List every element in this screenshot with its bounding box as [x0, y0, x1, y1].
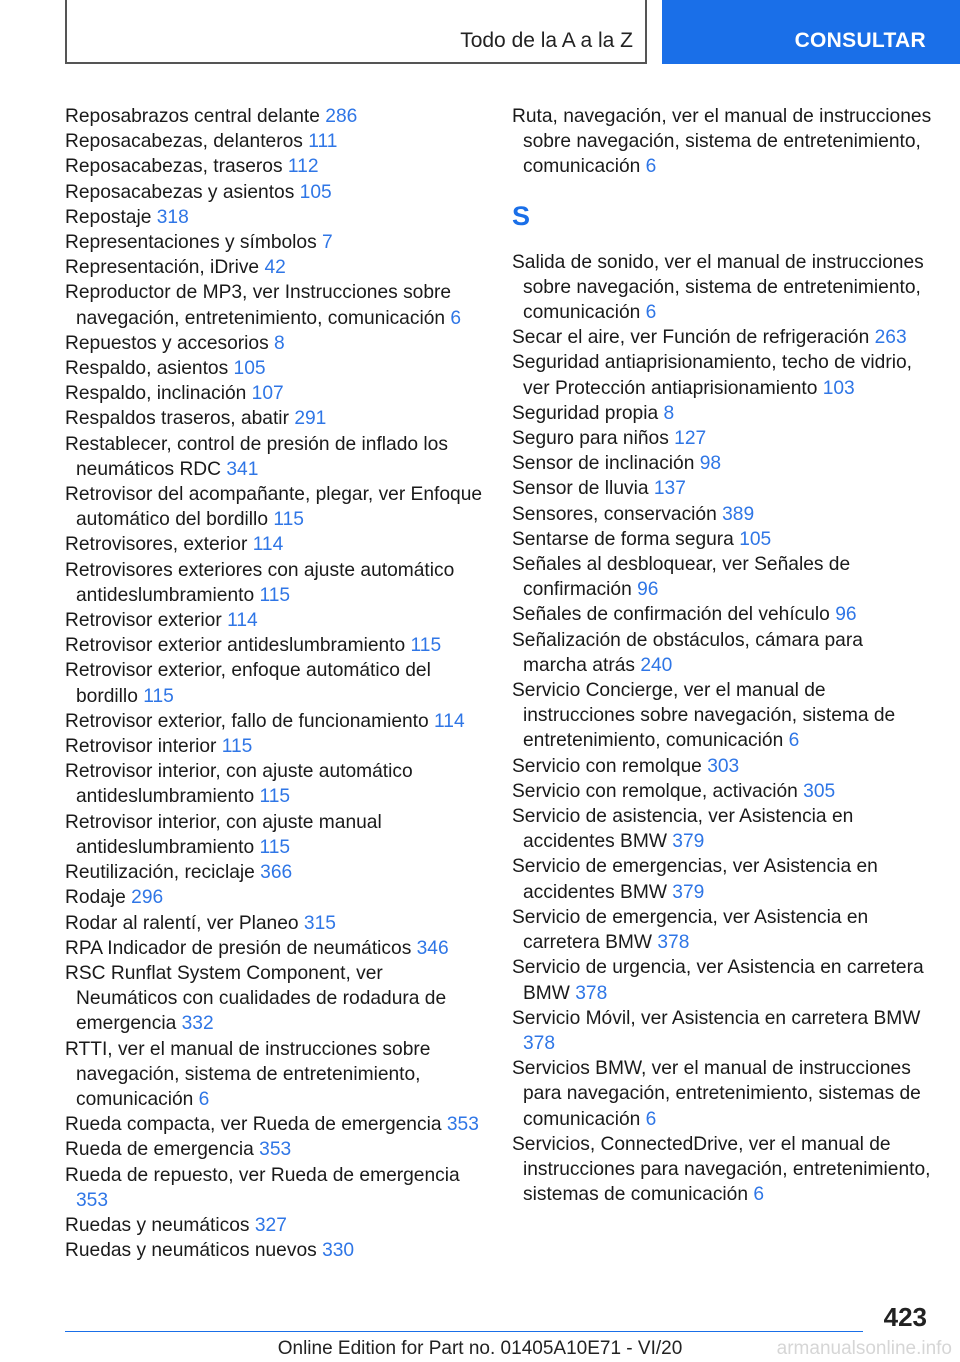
page-number: 423 — [883, 1302, 927, 1332]
index-entry-text: Salida de sonido, ver el manual de instrucciones sobre navegación, sistema de entretenimiento, comunicación — [512, 251, 924, 324]
index-entry — [65, 1037, 485, 1113]
index-entry-text: Secar el aire, ver Función de refrigeración — [512, 327, 870, 349]
index-entry-page-link[interactable]: 378 — [575, 982, 608, 1004]
index-entry-page-link[interactable]: 114 — [434, 710, 465, 732]
index-entry-text: Retrovisores exteriores con ajuste automático antideslumbramiento — [65, 559, 455, 606]
index-entry — [65, 1112, 485, 1137]
index-entry — [512, 1006, 932, 1056]
index-entry-text: Sentarse de forma segura — [512, 528, 734, 550]
index-entry — [512, 779, 932, 804]
index-entry-page-link[interactable]: 111 — [308, 131, 338, 153]
index-entry-page-link[interactable]: 303 — [707, 755, 740, 777]
index-entry-text: Reposacabezas, delanteros — [65, 131, 303, 153]
index-entry-page-link[interactable]: 6 — [198, 1088, 210, 1110]
index-entry-page-link[interactable]: 98 — [699, 453, 722, 475]
index-entry-page-link[interactable]: 378 — [657, 932, 690, 954]
index-entry-text: Respaldo, inclinación — [65, 383, 247, 405]
index-entry-text: Representación, iDrive — [65, 257, 260, 279]
index-entry-page-link[interactable]: 8 — [663, 402, 675, 424]
index-entry-text: Rueda de emergencia — [65, 1139, 254, 1161]
index-entry — [512, 401, 932, 426]
index-entry — [65, 482, 485, 532]
index-column-right — [512, 104, 932, 1207]
index-entry — [65, 432, 485, 482]
index-entry — [65, 1238, 485, 1263]
index-entry-text: Reutilización, reciclaje — [65, 862, 255, 884]
index-entry — [65, 104, 485, 129]
index-entry — [512, 905, 932, 955]
index-entry — [512, 804, 932, 854]
index-entry — [65, 911, 485, 936]
index-entry-text: Servicio de asistencia, ver Asistencia en accidentes BMW — [512, 806, 854, 853]
index-entry-page-link[interactable]: 114 — [227, 610, 258, 632]
index-entry — [65, 734, 485, 759]
index-entry-page-link[interactable]: 115 — [410, 635, 442, 657]
index-entry-page-link[interactable]: 112 — [287, 156, 319, 178]
index-entry — [512, 527, 932, 552]
index-entry-text: Rueda compacta, ver Rueda de emergencia — [65, 1114, 442, 1136]
index-entry-text: Servicio con remolque — [512, 755, 702, 777]
index-entry-page-link[interactable]: 7 — [322, 232, 333, 254]
index-entry — [65, 205, 485, 230]
consult-tab-label: CONSULTAR — [794, 29, 926, 52]
index-entry-text: Seguridad antiaprisionamiento, techo de vidrio, ver Protección antiaprisionamiento — [512, 352, 912, 399]
index-entry-page-link[interactable]: 6 — [645, 1108, 657, 1130]
index-entry-text: Repuestos y accesorios — [65, 332, 269, 354]
section-letter: S — [512, 200, 531, 231]
index-entry-text: Servicio de emergencias, ver Asistencia en accidentes BMW — [512, 856, 878, 903]
watermark: armanualsonline.info — [776, 1338, 952, 1359]
index-entry-text: Servicio Móvil, ver Asistencia en carretera BMW — [512, 1007, 921, 1029]
index-entry-page-link[interactable]: 105 — [299, 181, 332, 203]
footer-divider — [65, 1331, 863, 1332]
index-entry — [512, 1056, 932, 1132]
index-entry — [65, 658, 485, 708]
index-entry-text: Rueda de repuesto, ver Rueda de emergencia — [65, 1164, 460, 1186]
consult-tab[interactable] — [662, 0, 960, 64]
index-entry-page-link[interactable]: 137 — [653, 478, 686, 500]
index-entry-text: Respaldo, asientos — [65, 358, 229, 380]
index-entry-page-link[interactable]: 107 — [251, 383, 284, 405]
index-entry-text: Servicio de emergencia, ver Asistencia en carretera BMW — [512, 906, 869, 954]
index-column-left — [65, 104, 485, 1263]
index-entry-text: Seguro para niños — [512, 428, 669, 450]
index-entry — [65, 255, 485, 280]
index-entry — [65, 608, 485, 633]
index-entry-text: RPA Indicador de presión de neumáticos — [65, 937, 412, 959]
index-entry — [65, 331, 485, 356]
index-entry-text: Sensor de lluvia — [512, 478, 649, 500]
index-entry — [512, 451, 932, 476]
index-entry-page-link[interactable]: 96 — [637, 579, 659, 601]
index-entry-page-link[interactable]: 6 — [753, 1184, 765, 1206]
index-tab-label: Todo de la A a la Z — [460, 29, 633, 52]
index-entry-text: Servicio de urgencia, ver Asistencia en carretera BMW — [512, 957, 924, 1004]
index-entry-page-link[interactable]: 305 — [803, 780, 836, 802]
index-entry-text: Reposabrazos central delante — [65, 106, 320, 127]
index-entry-page-link[interactable]: 379 — [672, 881, 705, 903]
index-entry — [512, 854, 932, 904]
index-entry-text: Servicios BMW, ver el manual de instrucciones para navegación, entretenimiento, sistemas de comunicación — [512, 1058, 921, 1130]
index-entry-page-link[interactable]: 115 — [259, 786, 291, 808]
index-entry-page-link[interactable]: 127 — [674, 428, 707, 450]
index-entry-page-link[interactable]: 115 — [259, 584, 291, 606]
index-entry-page-link[interactable]: 115 — [273, 509, 304, 531]
index-entry-text: Retrovisores, exterior — [65, 534, 248, 556]
index-entry-text: Representaciones y símbolos — [65, 232, 317, 254]
index-entry-page-link[interactable]: 389 — [722, 503, 755, 525]
index-entry — [65, 810, 485, 860]
index-entry-page-link[interactable]: 315 — [303, 912, 336, 934]
index-entry — [65, 860, 485, 885]
index-entry-page-link[interactable]: 240 — [640, 654, 673, 676]
index-entry-page-link[interactable]: 96 — [835, 604, 857, 626]
index-entry-page-link[interactable]: 115 — [221, 736, 253, 758]
index-entry — [65, 280, 485, 330]
index-entry-text: Retrovisor exterior — [65, 610, 222, 632]
index-entry — [65, 709, 485, 734]
index-entry-text: Servicio con remolque, activación — [512, 780, 798, 802]
index-entry — [65, 1163, 485, 1213]
index-entry-text: Reposacabezas y asientos — [65, 181, 295, 203]
index-entry-text: Sensor de inclinación — [512, 453, 695, 475]
index-tab[interactable] — [65, 0, 647, 64]
index-entry-page-link[interactable]: 6 — [645, 302, 657, 324]
index-entry-page-link[interactable]: 105 — [233, 358, 266, 380]
index-entry-page-link[interactable]: 286 — [325, 106, 358, 127]
index-entry-text: Retrovisor interior, con ajuste automático antideslumbramiento — [65, 761, 413, 808]
index-entry-text: Rodar al ralentí, ver Planeo — [65, 912, 299, 934]
index-entry-text: Retrovisor del acompañante, plegar, ver Enfoque automático del bordillo — [65, 484, 483, 531]
index-entry — [512, 502, 932, 527]
index-entry-text: Reposacabezas, traseros — [65, 156, 283, 178]
index-entry-page-link[interactable]: 341 — [226, 458, 259, 480]
index-entry-text: Servicios, ConnectedDrive, ver el manual de instrucciones para navegación, entretenimiento, sistemas de comunicación — [512, 1133, 931, 1206]
index-entry-text: Señales al desbloquear, ver Señales de confirmación — [512, 554, 851, 601]
index-entry-text: Retrovisor interior — [65, 736, 217, 758]
index-entry-text: Sensores, conservación — [512, 503, 717, 525]
index-entry-page-link[interactable]: 8 — [274, 332, 285, 354]
index-entry — [512, 754, 932, 779]
index-entry-text: Retrovisor interior, con ajuste manual antideslumbramiento — [65, 811, 382, 858]
index-entry-text: Señalización de obstáculos, cámara para marcha atrás — [512, 629, 863, 676]
index-entry-page-link[interactable]: 378 — [523, 1032, 556, 1054]
index-entry-page-link[interactable]: 105 — [739, 528, 772, 550]
index-entry — [512, 476, 932, 501]
index-entry-page-link[interactable]: 353 — [446, 1114, 479, 1136]
index-entry — [65, 532, 485, 557]
index-entry — [65, 230, 485, 255]
index-entry — [65, 633, 485, 658]
index-entry-text: Retrovisor exterior, fallo de funcionamiento — [65, 710, 429, 732]
index-entry-page-link[interactable]: 115 — [143, 685, 174, 707]
index-entry-page-link[interactable]: 6 — [450, 307, 462, 329]
index-entry-page-link[interactable]: 327 — [254, 1214, 287, 1236]
index-entry-text: Retrovisor exterior antideslumbramiento — [65, 635, 406, 657]
index-entry — [512, 350, 932, 400]
index-entry — [65, 1213, 485, 1238]
index-entry-page-link[interactable]: 6 — [788, 730, 800, 752]
index-entry — [65, 129, 485, 154]
index-entry-page-link[interactable]: 330 — [322, 1240, 355, 1262]
index-entry — [65, 381, 485, 406]
index-entry-page-link[interactable]: 263 — [874, 327, 907, 349]
index-entry — [65, 180, 485, 205]
index-entry-text: Ruedas y neumáticos — [65, 1214, 250, 1236]
index-entry-text: Seguridad propia — [512, 402, 659, 424]
index-entry-text: Ruedas y neumáticos nuevos — [65, 1240, 317, 1262]
index-entry-text: Retrovisor exterior, enfoque automático del bordillo — [65, 660, 431, 707]
index-entry-page-link[interactable]: 332 — [181, 1013, 214, 1035]
index-entry — [65, 558, 485, 608]
index-entry-page-link[interactable]: 353 — [259, 1139, 292, 1161]
index-entry — [512, 552, 932, 602]
index-entry — [65, 356, 485, 381]
index-entry-text: Rodaje — [65, 887, 126, 909]
index-entry-text: Repostaje — [65, 206, 152, 228]
index-entry-page-link[interactable]: 6 — [645, 156, 657, 178]
index-entry — [512, 602, 932, 627]
index-entry-text: Ruta, navegación, ver el manual de instrucciones sobre navegación, sistema de entretenimiento, comunicación — [512, 106, 932, 178]
index-group-r — [512, 104, 932, 180]
index-entry-text: Restablecer, control de presión de inflado los neumáticos RDC — [65, 433, 448, 480]
index-entry-page-link[interactable]: 114 — [252, 534, 284, 556]
index-entry-page-link[interactable]: 366 — [260, 862, 293, 884]
index-entry-page-link[interactable]: 379 — [672, 831, 705, 853]
index-entry-text: RTTI, ver el manual de instrucciones sobre navegación, sistema de entretenimiento, comunicación — [65, 1038, 431, 1110]
index-entry-page-link[interactable]: 346 — [416, 937, 449, 959]
index-entry-page-link[interactable]: 318 — [156, 206, 189, 228]
index-entry — [512, 955, 932, 1005]
index-entry — [512, 325, 932, 350]
index-entry — [512, 1132, 932, 1208]
index-entry — [512, 678, 932, 754]
index-entry — [65, 1137, 485, 1162]
footer-edition: Online Edition for Part no. 01405A10E71 - VI/20 — [277, 1338, 683, 1359]
index-entry-page-link[interactable]: 291 — [294, 408, 327, 430]
index-entry — [512, 250, 932, 326]
index-entry-text: RSC Runflat System Component, ver Neumáticos con cualidades de rodadura de emergencia — [65, 962, 447, 1035]
index-entry-text: Respaldos traseros, abatir — [65, 408, 289, 430]
index-entry-text: Señales de confirmación del vehículo — [512, 604, 830, 626]
index-entry-page-link[interactable]: 115 — [259, 836, 291, 858]
index-entry — [65, 759, 485, 809]
index-entry — [65, 936, 485, 961]
index-group-s — [512, 250, 932, 1208]
index-entry — [65, 961, 485, 1037]
index-entry — [512, 628, 932, 678]
index-entry — [65, 406, 485, 431]
index-entry-page-link[interactable]: 353 — [76, 1189, 109, 1211]
index-entry-page-link[interactable]: 42 — [264, 257, 286, 279]
index-entry-page-link[interactable]: 296 — [131, 887, 164, 909]
index-entry — [65, 885, 485, 910]
index-entry — [512, 426, 932, 451]
index-entry — [65, 154, 485, 179]
index-entry — [512, 104, 932, 180]
index-entry-page-link[interactable]: 103 — [822, 377, 855, 399]
index-entry-text: Servicio Concierge, ver el manual de instrucciones sobre navegación, sistema de entretenimiento, comunicación — [512, 680, 896, 752]
index-entry-text: Reproductor de MP3, ver Instrucciones sobre navegación, entretenimiento, comunicación — [65, 282, 452, 329]
